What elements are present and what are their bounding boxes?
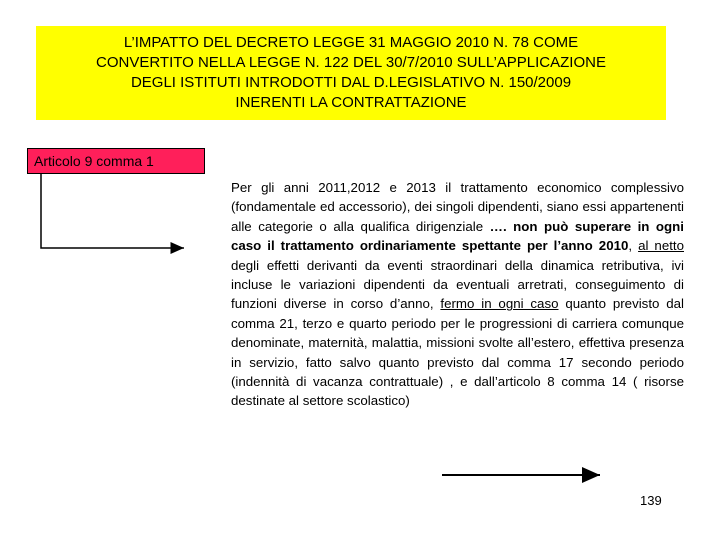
body-segment: , <box>628 238 639 254</box>
page-number: 139 <box>640 493 662 508</box>
title-line: L’IMPATTO DEL DECRETO LEGGE 31 MAGGIO 2010 N. 78 COME <box>123 34 579 51</box>
body-segment-underline: fermo in ogni caso <box>440 296 559 312</box>
article-body-text <box>231 178 684 411</box>
title-line: INERENTI LA CONTRATTAZIONE <box>235 94 467 111</box>
body-segment-bold: …. non può superare in ogni caso il trattamento ordinariamente spettante per l’anno 2010 <box>231 218 684 254</box>
body-segment-underline: al netto <box>638 238 684 254</box>
title-line: CONVERTITO NELLA LEGGE N. 122 DEL 30/7/2010 SULL’APPLICAZIONE <box>96 54 606 71</box>
title-line: DEGLI ISTITUTI INTRODOTTI DAL D.LEGISLATIVO N. 150/2009 <box>130 74 572 91</box>
body-segment: Per gli anni 2011,2012 e 2013 il trattamento economico complessivo (fondamentale ed accessorio), dei singoli dipendenti, siano essi appartenenti alle categorie o alla qualifica dirigenziale <box>231 180 684 234</box>
elbow-arrow <box>41 174 184 248</box>
body-segment: degli effetti derivanti da eventi straordinari della dinamica retributiva, ivi incluse le variazioni dipendenti da eventuali arretrati, conseguimento di funzioni diverse in corso d’anno, <box>231 257 684 312</box>
body-segment: quanto previsto dal comma 21, terzo e quarto periodo per le progressioni di carriera comunque denominate, maternità, malattia, missioni svolte all’estero, effettiva presenza in servizio, fatto salvo quanto previsto dal comma 17 secondo periodo (indennità di vacanza contrattuale) , e dall’articolo 8 comma 14 ( risorse destinate al settore scolastico) <box>231 296 684 409</box>
article-tag-label: Articolo 9 comma 1 <box>34 153 154 169</box>
